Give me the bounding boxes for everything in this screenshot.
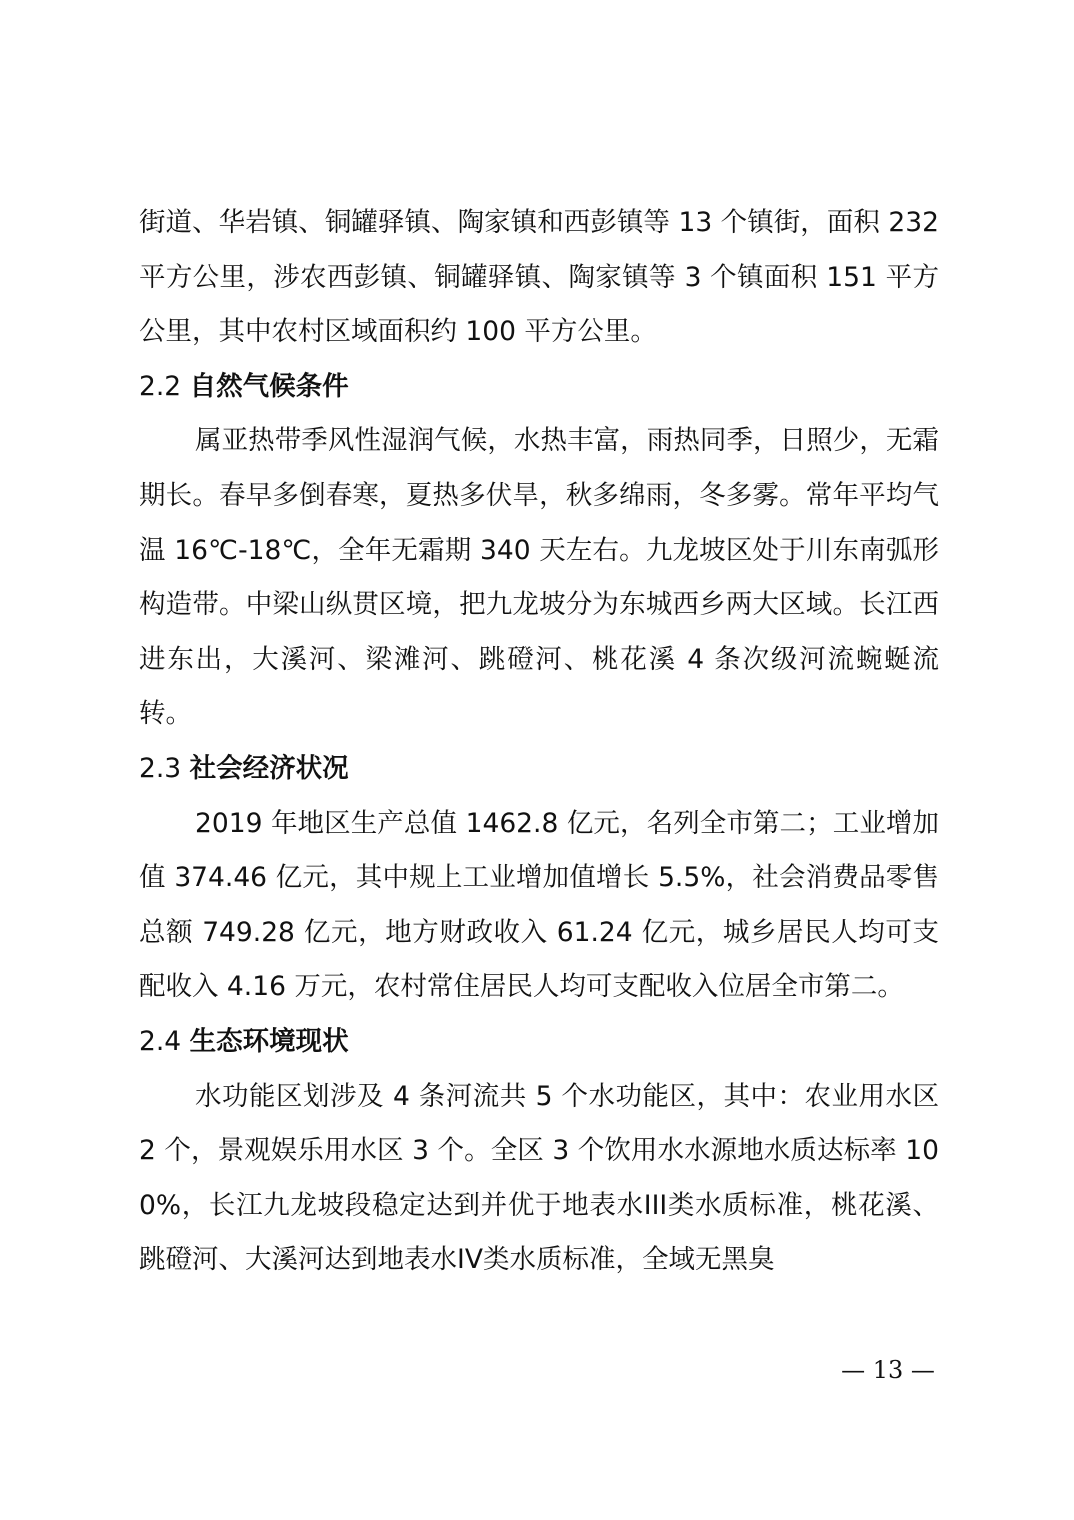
section-heading-2-4 — [139, 1015, 939, 1070]
document-body — [139, 196, 939, 1288]
section-paragraph-2-2: 属亚热带季风性湿润气候，水热丰富，雨热同季，日照少，无霜期长。春早多倒春寒，夏热多伏旱，秋多绵雨，冬多雾。常年平均气温 16℃-18℃，全年无霜期 340 天左右。九龙坡区处于川东南弧形构造带。中梁山纵贯区境，把九龙坡分为东城西乡两大区域。长江西进东出，大溪河、梁滩河、跳磴河、桃花溪 4 条次级河流蜿蜒流转。 — [139, 425, 939, 730]
section-title: 生态环境现状 — [189, 1025, 349, 1057]
section-number: 2.4 — [139, 1025, 182, 1057]
continued-paragraph: 街道、华岩镇、铜罐驿镇、陶家镇和西彭镇等 13 个镇街，面积 232 平方公里，涉农西彭镇、铜罐驿镇、陶家镇等 3 个镇面积 151 平方公里，其中农村区域面积约 100 平方公里。 — [139, 207, 939, 348]
section-number: 2.2 — [139, 370, 182, 402]
section-title: 社会经济状况 — [189, 752, 349, 784]
section-heading-2-3 — [139, 742, 939, 797]
section-paragraph-2-3: 2019 年地区生产总值 1462.8 亿元，名列全市第二；工业增加值 374.46 亿元，其中规上工业增加值增长 5.5%，社会消费品零售总额 749.28 亿元，地方财政收入 61.24 亿元，城乡居民人均可支配收入 4.16 万元，农村常住居民人均可支配收入位居全市第二。 — [139, 807, 939, 1003]
page-number: — 13 — — [841, 1356, 935, 1384]
section-heading-2-2 — [139, 360, 939, 415]
section-number: 2.3 — [139, 752, 182, 784]
section-paragraph-2-4: 水功能区划涉及 4 条河流共 5 个水功能区，其中：农业用水区 2 个，景观娱乐用水区 3 个。全区 3 个饮用水水源地水质达标率 100%，长江九龙坡段稳定达到并优于地表水III类水质标准，桃花溪、跳磴河、大溪河达到地表水IV类水质标准，全域无黑臭 — [139, 1080, 939, 1276]
section-title: 自然气候条件 — [189, 370, 349, 402]
